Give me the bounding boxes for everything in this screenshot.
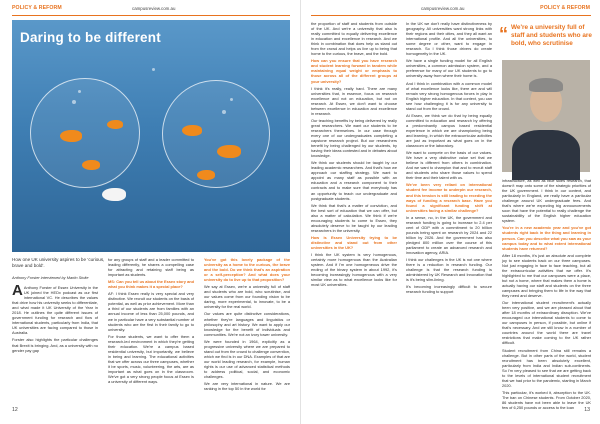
interview-question: How is Essex University trying to be distinctive and stand out from other universities in the UK? <box>311 234 397 250</box>
bubble <box>152 68 155 71</box>
header-rule-right <box>311 15 591 16</box>
paragraph: Our international student recruitment's actually been very positive, and we are pleased about that after 18 months of extraordinary disruption. We've encouraged our international students to come to our campuses in person, if possible, but online if that's necessary. And we still know in a number of countries around the world there are travel restrictions that make coming to the UK rather difficult. <box>502 300 591 346</box>
paragraph: We want to compete on the basis of our values. We have a very distinctive value set that we believe is different from others in combination. And we want to champion that and to recruit staff and students who share those values to spend their time and their talent with us. <box>406 150 492 181</box>
quote-mark-icon: “ <box>499 24 508 44</box>
paragraph: Our teaching benefits by being delivered by really great researchers. We want our students to be researchers themselves. In our case through every one of our undergraduates completing a capstone research project. But our researchers benefit by being challenged by our students, by having their ideas contested and in debates about knowledge. <box>311 117 397 159</box>
section-header-right: POLICY & REFORM <box>540 5 590 11</box>
paragraph: We say at Essex, we're a university full of staff and students who are bold, who scrutinise, and our values come from our founding vision to be daring, more experimental, to innovate, to be a university for the real world. <box>204 284 290 310</box>
paragraph: We think that that's a matter of conviction, and the best sort of education that we can offer, but also a matter of calculation. We think if we're encouraging students to come to Essex, they absolutely deserve to be taught by our leading researchers in the university. <box>311 202 397 233</box>
bubble <box>72 100 76 104</box>
page-number-right: 13 <box>584 407 590 413</box>
fishbowl-right <box>162 80 270 188</box>
paragraph: It's becoming increasingly difficult to secure research funding to support <box>406 284 492 295</box>
paragraph: for any groups of staff and a leader committed to leading differently, he shares a compelling case for attracting and retaining staff being as important as students. <box>108 257 194 278</box>
paragraph: the proportion of staff and students from outside of the UK. And we're a university that also is really committed to equally delivering excellence in education and excellence in research. And we think in combination that does help us stand out from the crowd and helps us live up to being that home to the curious, the brave, and the bold. <box>311 21 397 57</box>
author-credit: Anthony Forster interviewed by Martin Stolte <box>12 275 89 280</box>
bubble <box>222 110 226 114</box>
orange-fish-icon <box>60 130 82 142</box>
orange-fish-icon <box>217 145 241 158</box>
photo-suit <box>512 130 580 180</box>
orange-fish-icon <box>182 125 202 136</box>
photo-hair <box>529 78 563 92</box>
pull-quote: We're a university full of staff and students who are bold, who scrutinise <box>511 24 592 48</box>
image-caption: How one UK university aspires to be ‘curious, brave and bold’. <box>12 257 105 269</box>
left-column-1 <box>12 282 98 403</box>
interview-question: You've got this lovely package of the university as a home to the curious, the brave and the bold. Do we think that's an aspiration or a self-perception? And what does your university do to live up to that proposition? <box>204 257 290 283</box>
left-column-3 <box>204 257 290 403</box>
paragraph: I think the UK system is very homogenous, certainly more homogenous than the Australian system. And if I'm one homogeneous drive the ending of the binary system in about 1992, it's becoming increasingly homogenous with a very similar view as to what excellence looks like for most UK universities. <box>311 252 397 288</box>
author-photo <box>502 60 590 172</box>
hero-image <box>12 20 290 252</box>
section-header-left: POLICY & REFORM <box>12 5 62 11</box>
right-column-1 <box>311 21 397 403</box>
paragraph: Our values are quite distinctive considerations, whether they're languages and linguistics or philosophy and art history. We want to apply our knowledge for the benefit of individuals and communities. We're not an ivory tower university. <box>204 311 290 337</box>
paragraph: infrastructure, as well as blue skies research, that doesn't map onto some of the strategic priorities of the UK government. I think in our context, and particularly in England, we really have a particular challenge around UK undergraduate fees. And that's where we're expecting big announcements soon that have the potential to really challenge the sustainability of the English higher education system. <box>502 178 591 224</box>
paragraph: I think our challenges in the UK is not one where there is a reduction in research funding. Our challenge is that the research funding is administered by UK Research and Innovation that is it's being slim-lining. <box>406 257 492 283</box>
paragraph: At Essex, we think we do that by being equally committed to education and research by offering a predominantly campus based residential experience in which we are championing being and learning, in which the extracurricular activities are just as important as what goes on in the classroom or the laboratory. <box>406 112 492 149</box>
bubble <box>230 98 233 101</box>
paragraph: In the UK we don't really have distinctiveness by geography. All universities want strong links with their regions and their cities, and they all want an international profile. And all the universities, to some degree or other, want to engage in research. So I think those drivers do create homogeneity in the UK. <box>406 21 492 57</box>
white-fish-icon <box>102 188 126 201</box>
paragraph: This particular, it's worked it, absorption to the UK. The ban on Chinese students. From October 2020, 86 students have not been able to leave the UK few of 6,250 pounds or access to the loan <box>502 389 591 411</box>
right-column-2 <box>406 21 492 403</box>
fishbowl-left <box>30 78 140 188</box>
interview-question: We've been very reliant on international student fee income to underpin our research, and this tension is still leading to receding the ways of funding a research base. Have you found a significant funding shift at universities facing a similar challenge? <box>406 182 492 213</box>
paragraph: I think it's really, really hard. There are many universities that, in essence, focus on research excellence and not on education, but not on research. At Essex, we don't want to choose between excellence in education and excellence in research. <box>311 85 397 116</box>
paragraph: We are very international in nature. We are ranking in the top 50 in the world for <box>204 381 290 392</box>
paragraph: For those students, we want to offer them a research-led environment in which they're getting their education. We're a campus based residential university, but importantly, we believe in being and learning. The educational activities that we offer across our three campuses, whether it be sports, music, volunteering, the arts, are as important as what goes on in the classroom. We've got a very strong people focus at Essex is a university of different ways. <box>108 333 194 385</box>
orange-fish-icon <box>82 160 100 170</box>
paragraph: Anthony Forster of Essex University in the UK joined the HEDx podcast as our first international VC. He describes the values that drive how his university seeks to differentiate, and what made it UK University of the Year in 2018. He outlines the quite different issues of government funding for research and flow of international students, particularly from India, that UK universities are facing compared to those in Australia. <box>12 285 98 336</box>
left-column-2 <box>108 257 194 403</box>
paragraph: Forster also highlights the particular challenges that Brexit is bringing. And, as a university with no gender pay gap <box>12 337 98 353</box>
paragraph: After 18 months, it's just an absolute and complete joy to see students back on our three campuses. Not just engaging in face to face teaching, but all the extracurricular activities that we offer. It's highlighted to me that our campuses were a place, but not a home, where that makes them a home is actually having our staff and students on the three campuses and bringing them to life in the way that they need and deserve. <box>502 252 591 299</box>
site-url-left: campusreview.com.au <box>132 6 176 11</box>
interview-question: You're in a new academic year and you've got students right back in the thing and learning in person. Can you describe what you saw as your campus today and to what extent international students have returned? <box>502 225 591 251</box>
interview-question: MS: Can you tell us about the Essex story and what you think makes it a special place? <box>108 279 194 290</box>
paragraph: We have a single funding model for all English universities, a common admission system, and a preference for many of our UK students to go to university away from where their home is. <box>406 58 492 79</box>
right-page <box>300 0 600 424</box>
paragraph: Student recruitment from China still remains a challenge. But in other parts of the world, student recruitment has been absolutely excellent, particularly from India and Indian sub-continents. So I'm very pleased to see that we are getting back to the levels of international student recruitment that we had prior to the pandemic, starting in March 2020. <box>502 347 591 388</box>
drop-cap: A <box>12 282 23 299</box>
orange-fish-icon <box>197 170 215 180</box>
paragraph: We were founded in 1964, explicitly as a progressive university where we are prepared to stand out from the crowd to challenge convention, which we find is in our DNA. Examples of that are our world leading research, for example, human rights is our use of advanced statistical methods to address political, social, and economic challenges. <box>204 338 290 380</box>
interview-question: How can you ensure that you have research and student learning forward in tandem while maintaining equal weight or emphasis to those across all of the different groups at your university? <box>311 58 397 84</box>
paragraph: AF: I think Essex really is very special and very distinctive. We recruit our students on the basis of potential, as well as prior achievement. More than a third of our students are from families with an annual income of less than 25,000 pounds, and we in particular have a very substantial number of students who are the first in their family to go to university. <box>108 291 194 332</box>
page-number-left: 12 <box>12 407 18 413</box>
paragraph: We think our students should be taught by our leading academic researchers. And that's how we approach our staffing strategy. We want to appoint as many staff as possible with an education and a research component to their contracts and to make sure that everybody has an opportunity to teach our undergraduate and postgraduate students. <box>311 160 397 201</box>
orange-fish-icon <box>107 120 123 129</box>
header-rule-left <box>12 15 290 16</box>
paragraph: And I think in combination with a common model of what excellence looks like, there are and will remain very strong homogenous forces in play in English higher education. In that context, you can see how challenging it is for any university to stand out from the crowd. <box>406 80 492 111</box>
paragraph: In a sense, no, in the UK, the government and research funding is going to increase to 2.4 per cent of GDP with a commitment to 20 billion pounds being spent on research by 2024 and 22 billion by 2026. And the government has also pledged 800 million over the course of this parliament to create an advanced research and innovation agency, ARIA. <box>406 214 492 256</box>
article-title: Daring to be different <box>20 30 161 45</box>
site-url-right: campusreview.com.au <box>421 6 465 11</box>
bubble <box>78 90 81 93</box>
